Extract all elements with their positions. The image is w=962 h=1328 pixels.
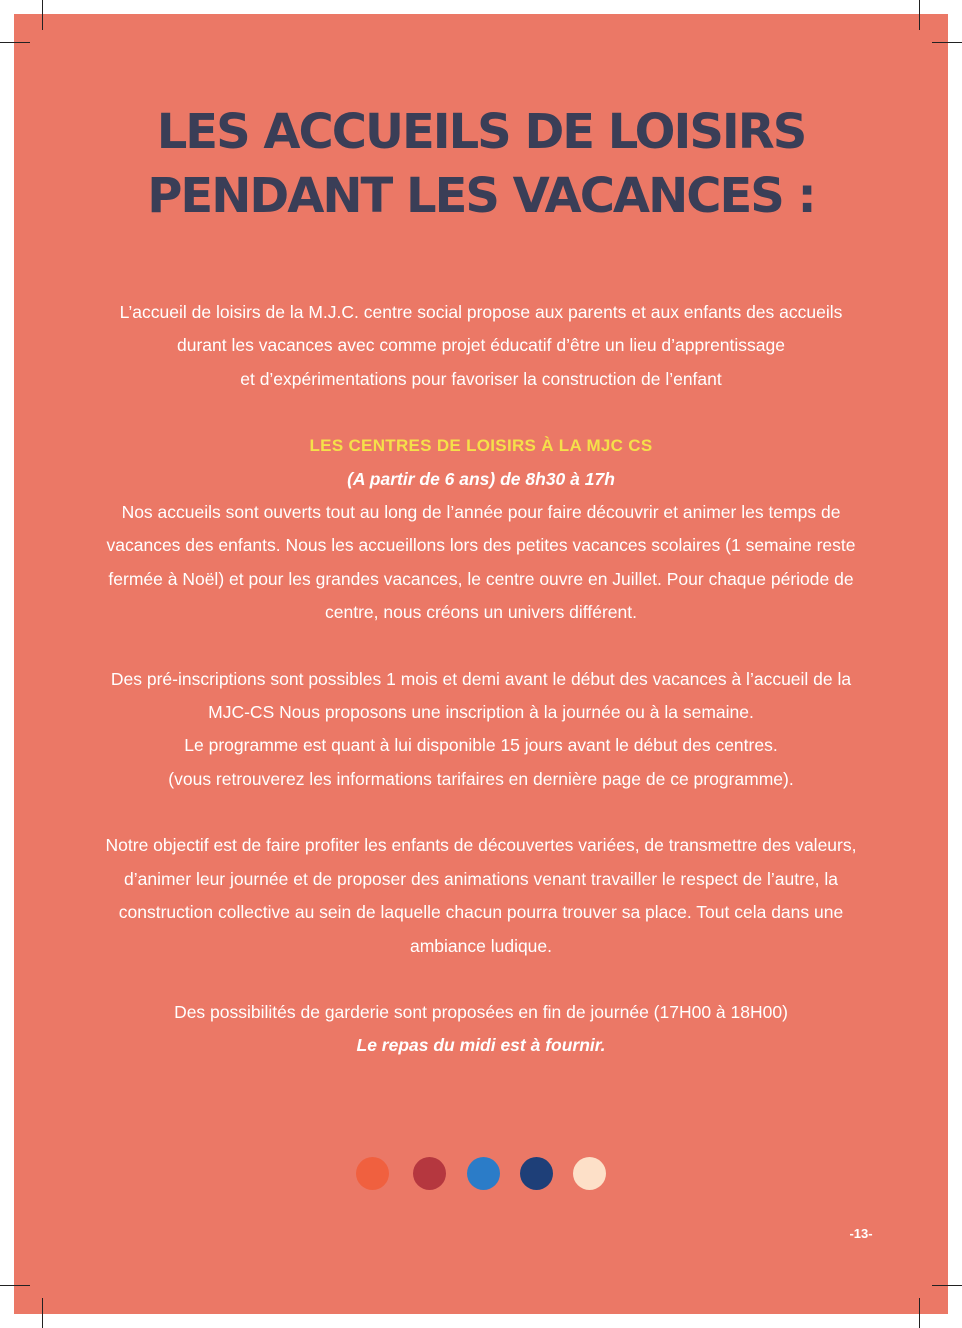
spacer xyxy=(100,630,862,663)
page-title xyxy=(0,100,962,228)
decorative-dot xyxy=(573,1157,606,1190)
spacer xyxy=(100,963,862,996)
content-body xyxy=(100,296,862,1063)
paragraph-line: ambiance ludique. xyxy=(409,935,553,956)
decorative-dot xyxy=(467,1157,500,1190)
spacer xyxy=(100,796,862,829)
crop-mark xyxy=(919,1298,920,1328)
intro-line: L’accueil de loisirs de la M.J.C. centre social propose aux parents et aux enfants des accueils xyxy=(119,302,843,322)
paragraph-line: Le programme est quant à lui disponible 15 jours avant le début des centres. xyxy=(184,735,778,756)
crop-mark xyxy=(0,42,30,43)
decorative-dot xyxy=(520,1157,553,1190)
crop-mark xyxy=(42,0,43,30)
crop-mark xyxy=(932,42,962,43)
page-number: -13- xyxy=(849,1226,873,1241)
paragraph-line: (vous retrouverez les informations tarifaires en dernière page de ce programme). xyxy=(168,768,794,789)
paragraph-line: fermée à Noël) et pour les grandes vacances, le centre ouvre en Juillet. Pour chaque période de xyxy=(108,568,854,589)
decorative-dot xyxy=(356,1157,389,1190)
paragraph-line: Des pré-inscriptions sont possibles 1 mois et demi avant le début des vacances à l’accueil de la xyxy=(110,668,852,689)
paragraph-line: MJC-CS Nous proposons une inscription à la journée ou à la semaine. xyxy=(208,702,754,723)
paragraph-line: d’animer leur journée et de proposer des animations venant travailler le respect de l’autre, la xyxy=(123,868,838,889)
meal-note: Le repas du midi est à fournir. xyxy=(356,1035,606,1056)
spacer xyxy=(100,396,862,429)
crop-mark xyxy=(919,0,920,30)
intro-line: et d’expérimentations pour favoriser la construction de l’enfant xyxy=(240,368,722,389)
section-subheading: (A partir de 6 ans) de 8h30 à 17h xyxy=(347,468,615,489)
page-title-line-2: PENDANT LES VACANCES : xyxy=(147,168,815,224)
paragraph-line: Nos accueils sont ouverts tout au long de l’année pour faire découvrir et animer les temps de xyxy=(121,502,841,523)
paragraph-line: construction collective au sein de laquelle chacun pourra trouver sa place. Tout cela dans une xyxy=(118,902,844,923)
section-heading: LES CENTRES DE LOISIRS À LA MJC CS xyxy=(309,436,653,456)
crop-mark xyxy=(932,1285,962,1286)
decorative-dot xyxy=(413,1157,446,1190)
daycare-info: Des possibilités de garderie sont proposées en fin de journée (17H00 à 18H00) xyxy=(174,1001,788,1022)
intro-line: durant les vacances avec comme projet éducatif d’être un lieu d’apprentissage xyxy=(177,335,785,356)
paragraph-line: centre, nous créons un univers différent. xyxy=(325,602,637,623)
paragraph-line: vacances des enfants. Nous les accueillons lors des petites vacances scolaires (1 semaine reste xyxy=(106,535,856,556)
crop-mark xyxy=(0,1285,30,1286)
crop-mark xyxy=(42,1298,43,1328)
paragraph-line: Notre objectif est de faire profiter les enfants de découvertes variées, de transmettre des valeurs, xyxy=(105,835,857,856)
page-title-line-1: LES ACCUEILS DE LOISIRS xyxy=(156,104,806,160)
